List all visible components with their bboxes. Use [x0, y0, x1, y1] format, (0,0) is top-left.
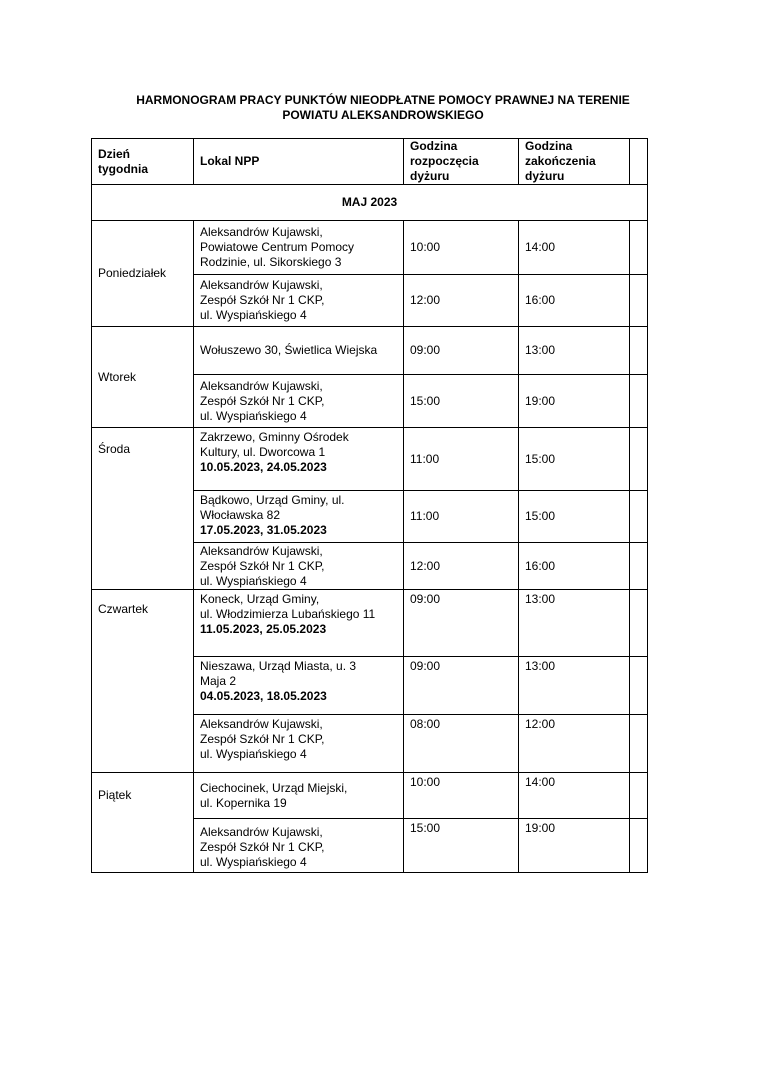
header-start: Godzina rozpoczęcia dyżuru — [404, 139, 519, 185]
start-time: 15:00 — [404, 375, 519, 428]
table-row — [92, 773, 648, 819]
location-cell: Aleksandrów Kujawski, Zespół Szkół Nr 1 CKP, ul. Wyspiańskiego 4 — [194, 375, 404, 428]
title-line-1: HARMONOGRAM PRACY PUNKTÓW NIEODPŁATNE POMOCY PRAWNEJ NA TERENIE — [136, 93, 630, 107]
end-time: 13:00 — [519, 657, 630, 715]
table-row — [92, 590, 648, 657]
header-end: Godzina zakończenia dyżuru — [519, 139, 630, 185]
end-time: 19:00 — [519, 375, 630, 428]
extra-cell — [630, 327, 648, 375]
start-time: 09:00 — [404, 590, 519, 657]
extra-cell — [630, 819, 648, 873]
extra-cell — [630, 715, 648, 773]
start-time: 12:00 — [404, 543, 519, 590]
end-time: 16:00 — [519, 543, 630, 590]
location-cell: Koneck, Urząd Gminy, ul. Włodzimierza Lubańskiego 11 11.05.2023, 25.05.2023 — [194, 590, 404, 657]
start-time: 11:00 — [404, 428, 519, 491]
start-time: 08:00 — [404, 715, 519, 773]
end-time: 12:00 — [519, 715, 630, 773]
extra-cell — [630, 657, 648, 715]
day-cell-thursday: Czwartek — [92, 590, 194, 773]
end-time: 13:00 — [519, 590, 630, 657]
extra-cell — [630, 221, 648, 275]
extra-cell — [630, 375, 648, 428]
location-cell: Aleksandrów Kujawski, Zespół Szkół Nr 1 CKP, ul. Wyspiańskiego 4 — [194, 819, 404, 873]
table-row — [92, 327, 648, 375]
month-row — [92, 185, 648, 221]
extra-cell — [630, 428, 648, 491]
table-row — [92, 428, 648, 491]
extra-cell — [630, 590, 648, 657]
start-time: 12:00 — [404, 275, 519, 327]
start-time: 09:00 — [404, 657, 519, 715]
location-cell: Bądkowo, Urząd Gminy, ul. Włocławska 82 17.05.2023, 31.05.2023 — [194, 491, 404, 543]
month-label: MAJ 2023 — [92, 185, 648, 221]
extra-cell — [630, 543, 648, 590]
start-time: 10:00 — [404, 773, 519, 819]
start-time: 10:00 — [404, 221, 519, 275]
location-cell: Wołuszewo 30, Świetlica Wiejska — [194, 327, 404, 375]
schedule-table — [91, 138, 648, 873]
end-time: 19:00 — [519, 819, 630, 873]
location-cell: Aleksandrów Kujawski, Zespół Szkół Nr 1 CKP, ul. Wyspiańskiego 4 — [194, 543, 404, 590]
extra-cell — [630, 773, 648, 819]
day-cell-friday: Piątek — [92, 773, 194, 873]
start-time: 15:00 — [404, 819, 519, 873]
header-location: Lokal NPP — [194, 139, 404, 185]
table-header-row — [92, 139, 648, 185]
extra-cell — [630, 275, 648, 327]
location-cell: Nieszawa, Urząd Miasta, u. 3 Maja 2 04.05.2023, 18.05.2023 — [194, 657, 404, 715]
start-time: 09:00 — [404, 327, 519, 375]
header-day: Dzień tygodnia — [92, 139, 194, 185]
table-row — [92, 221, 648, 275]
header-extra — [630, 139, 648, 185]
day-cell-monday: Poniedziałek — [92, 221, 194, 327]
location-cell: Aleksandrów Kujawski, Powiatowe Centrum Pomocy Rodzinie, ul. Sikorskiego 3 — [194, 221, 404, 275]
end-time: 14:00 — [519, 221, 630, 275]
document-title — [90, 93, 676, 123]
location-cell: Aleksandrów Kujawski, Zespół Szkół Nr 1 CKP, ul. Wyspiańskiego 4 — [194, 275, 404, 327]
location-cell: Zakrzewo, Gminny Ośrodek Kultury, ul. Dworcowa 1 10.05.2023, 24.05.2023 — [194, 428, 404, 491]
end-time: 15:00 — [519, 491, 630, 543]
end-time: 15:00 — [519, 428, 630, 491]
location-cell: Ciechocinek, Urząd Miejski, ul. Kopernika 19 — [194, 773, 404, 819]
day-cell-tuesday: Wtorek — [92, 327, 194, 428]
end-time: 13:00 — [519, 327, 630, 375]
extra-cell — [630, 491, 648, 543]
location-cell: Aleksandrów Kujawski, Zespół Szkół Nr 1 CKP, ul. Wyspiańskiego 4 — [194, 715, 404, 773]
end-time: 16:00 — [519, 275, 630, 327]
end-time: 14:00 — [519, 773, 630, 819]
title-line-2: POWIATU ALEKSANDROWSKIEGO — [282, 108, 484, 122]
day-cell-wednesday: Środa — [92, 428, 194, 590]
start-time: 11:00 — [404, 491, 519, 543]
